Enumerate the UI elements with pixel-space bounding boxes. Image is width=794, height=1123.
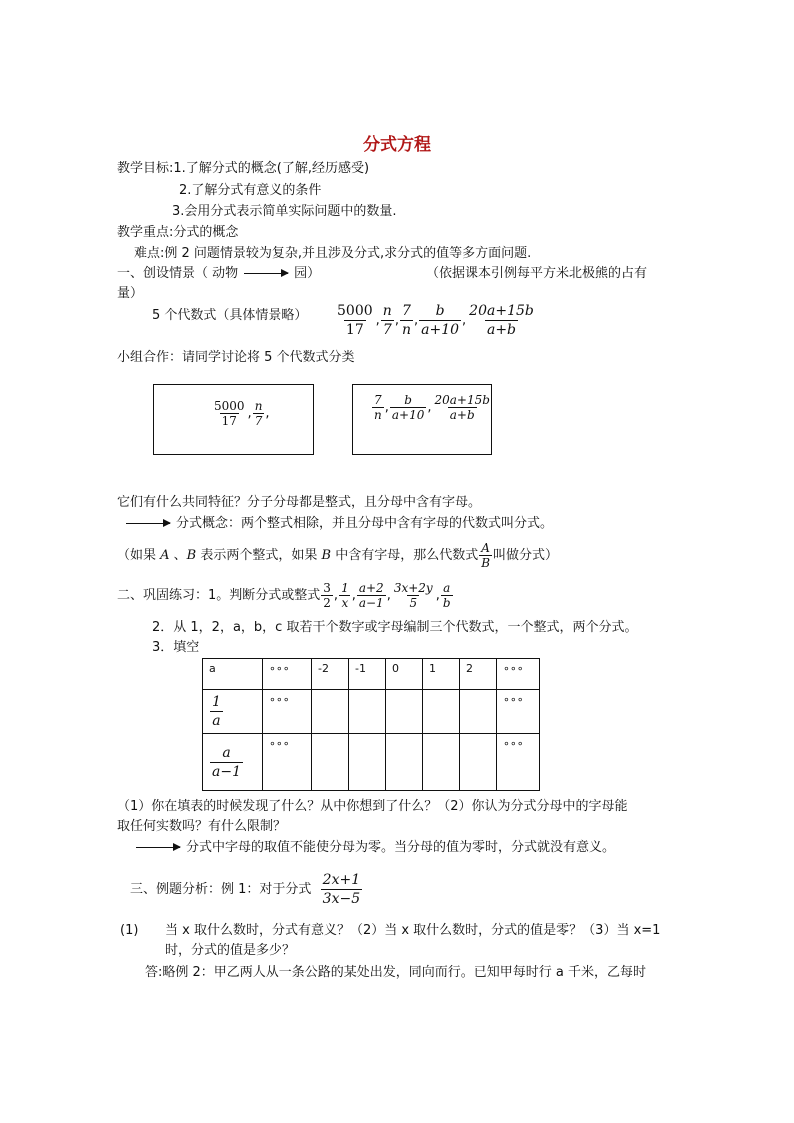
goals-line-1 — [117, 161, 369, 177]
arrow-icon — [136, 847, 180, 848]
table-cell: ∘∘∘ — [263, 734, 312, 791]
common-feature: 它们有什么共同特征？分子分母都是整式，且分母中含有字母。 — [117, 495, 482, 510]
table-cell — [423, 734, 460, 791]
table-cell: 0 — [386, 659, 423, 690]
fraction-2x1-3x5: $\frac{2x+1}{3x-5}$ — [322, 872, 361, 907]
fraction-1-x: $\frac{1}{x}$ — [341, 581, 349, 610]
table-cell: -1 — [349, 659, 386, 690]
concept2-d: 中含有字母，那么代数式 — [331, 548, 479, 563]
table-cell — [460, 690, 497, 734]
arrow-icon — [244, 273, 288, 274]
table-cell — [203, 690, 263, 734]
fraction-7-n: $\frac{7}{n}$ — [374, 393, 382, 422]
fraction-A-B: $\frac{A}{B}$ — [481, 541, 491, 570]
fraction-b-a10: $\frac{b}{a+10}$ — [421, 303, 460, 338]
section1-text-b: 园） — [294, 266, 321, 281]
fraction-a-b: $\frac{a}{b}$ — [442, 581, 451, 610]
fraction-n-7: $\frac{n}{7}$ — [382, 303, 392, 338]
fraction-a2-a1: $\frac{a+2}{a-1}$ — [358, 581, 384, 610]
fraction-a-a1: $\frac{a}{a-1}$ — [212, 744, 241, 780]
table-cell: a — [203, 659, 263, 690]
fraction-box — [352, 384, 492, 455]
discussion-1: （1）你在填表的时候发现了什么？从中你想到了什么？（2）你认为分式分母中的字母能 — [117, 799, 628, 814]
fraction-5000-17: $\frac{5000}{17}$ — [337, 303, 373, 338]
concept2-b: 、 — [169, 548, 187, 563]
difficulty: 难点:例 2 问题情景较为复杂,并且涉及分式,求分式的值等多方面问题. — [134, 246, 532, 261]
table-row — [203, 659, 540, 690]
goal-3: 3.会用分式表示简单实际问题中的数量. — [172, 204, 397, 219]
table-cell: ∘∘∘ — [497, 659, 540, 690]
five-expressions-label: 5 个代数式（具体情景略） — [152, 308, 308, 323]
section1-line — [117, 266, 320, 282]
table-cell — [203, 734, 263, 791]
concept2-e: 叫做分式） — [493, 548, 559, 563]
table-cell: -2 — [312, 659, 349, 690]
concept-example — [117, 541, 558, 570]
table-cell: ∘∘∘ — [497, 690, 540, 734]
question-line-2: 时，分式的值是多少？ — [165, 943, 296, 958]
table-cell — [349, 734, 386, 791]
concept-line — [120, 516, 553, 532]
fraction-3-2: $\frac{3}{2}$ — [323, 581, 331, 610]
table-cell: 2 — [460, 659, 497, 690]
key-point: 教学重点:分式的概念 — [117, 225, 239, 240]
goals-label: 教学目标: — [117, 161, 174, 176]
fraction-b-a10: $\frac{b}{a+10}$ — [391, 393, 425, 422]
fraction-20a15b-ab: $\frac{20a+15b}{a+b}$ — [434, 393, 490, 422]
group-work: 小组合作：请同学讨论将 5 个代数式分类 — [117, 350, 355, 365]
table-cell: ∘∘∘ — [263, 690, 312, 734]
fraction-n-7: $\frac{n}{7}$ — [254, 399, 263, 428]
table-cell — [460, 734, 497, 791]
fraction-3x2y-5: $\frac{3x+2y}{5}$ — [393, 581, 433, 610]
fraction-box-content: $\frac{7}{n}$ , $\frac{b}{a+10}$ , $\frac{20a+15b}{a+b}$ — [374, 393, 490, 422]
concept2-a: （如果 — [117, 548, 161, 563]
question-label: (1) — [120, 923, 139, 938]
question-line-1: 当 x 取什么数时，分式有意义？（2）当 x 取什么数时，分式的值是零？（3）当 x=1 — [165, 923, 661, 938]
answer-line: 答:略例 2：甲乙两人从一条公路的某处出发，同向而行。已知甲每时行 a 千米，乙每时 — [145, 965, 647, 980]
fraction-5000-17: $\frac{5000}{17}$ — [214, 399, 245, 428]
fraction-20a15b-ab: $\frac{20a+15b}{a+b}$ — [469, 303, 534, 338]
integer-box — [153, 384, 314, 455]
table-row — [203, 734, 540, 791]
table-cell: ∘∘∘ — [263, 659, 312, 690]
discussion-3-text: 分式中字母的取值不能使分母为零。当分母的值为零时，分式就没有意义。 — [186, 840, 616, 855]
fraction-7-n: $\frac{7}{n}$ — [401, 303, 411, 338]
fill-table — [202, 658, 540, 791]
fraction-1-a: $\frac{1}{a}$ — [212, 694, 221, 729]
table-cell — [312, 734, 349, 791]
section3-line — [130, 870, 363, 910]
table-cell — [312, 690, 349, 734]
table-cell: ∘∘∘ — [497, 734, 540, 791]
table-cell — [386, 690, 423, 734]
var-B: B — [186, 548, 197, 563]
arrow-icon — [126, 523, 170, 524]
section2-line: 二、巩固练习：1。判断分式或整式 $\frac{3}{2}$ , $\frac{1}{x}$ , $\frac{a+2}{a-1}$ , $\frac{3x+2y}{5}$ , $\frac{a}{b}$ — [117, 581, 451, 610]
var-B2: B — [321, 548, 332, 563]
goal-2: 2.了解分式有意义的条件 — [179, 183, 322, 198]
section1-text-a: 一、创设情景（ 动物 — [117, 266, 239, 281]
table-cell — [349, 690, 386, 734]
concept2-c: 表示两个整式，如果 — [196, 548, 322, 563]
table-cell — [386, 734, 423, 791]
concept-text: 分式概念：两个整式相除，并且分母中含有字母的代数式叫分式。 — [176, 516, 554, 531]
goal-1: 1.了解分式的概念(了解,经历感受) — [173, 161, 370, 176]
table-cell: 1 — [423, 659, 460, 690]
integer-box-content: $\frac{5000}{17}$ , $\frac{n}{7}$ , — [214, 399, 270, 428]
page-title: 分式方程 — [363, 135, 431, 155]
exercise-3: 3．填空 — [152, 640, 200, 655]
section2-lead: 二、巩固练习：1。判断分式或整式 — [117, 588, 321, 603]
expressions-list: $\frac{5000}{17}$ , $\frac{n}{7}$ , $\frac{7}{n}$ , $\frac{b}{a+10}$ , $\frac{20a+15b}{a+b}$ — [337, 303, 534, 338]
section3-lead: 三、例题分析：例 1：对于分式 — [130, 882, 312, 897]
var-A: A — [160, 548, 170, 563]
section1-note-end: 量） — [117, 286, 144, 301]
discussion-2: 取任何实数吗？有什么限制？ — [117, 819, 287, 834]
section1-note: （依据课本引例每平方米北极熊的占有 — [426, 266, 648, 281]
table-row — [203, 690, 540, 734]
discussion-3 — [130, 840, 615, 856]
exercise-2: 2．从 1，2，a，b，c 取若干个数字或字母编制三个代数式，一个整式，两个分式。 — [152, 620, 638, 635]
table-cell — [423, 690, 460, 734]
